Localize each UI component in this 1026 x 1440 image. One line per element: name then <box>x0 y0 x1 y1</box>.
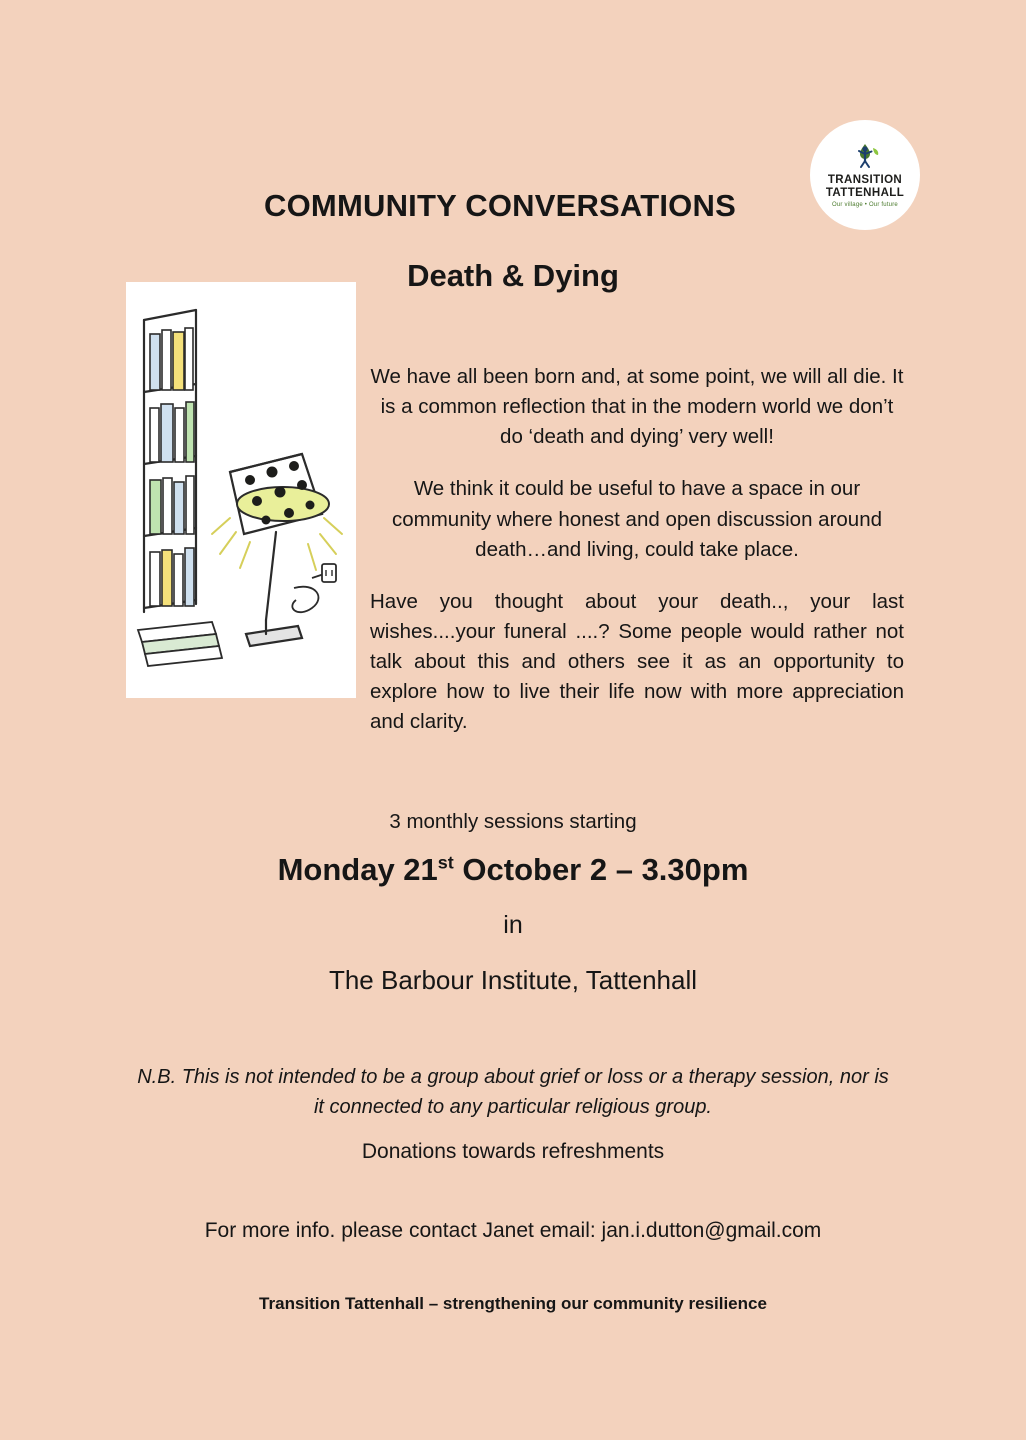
logo-name-line2: TATTENHALL <box>825 186 905 199</box>
logo-name-line1: TRANSITION <box>827 174 903 187</box>
contact-line: For more info. please contact Janet email: jan.i.dutton@gmail.com <box>204 1219 822 1242</box>
body-text <box>370 362 904 759</box>
in-word: in <box>503 911 523 939</box>
logo-tagline: Our village • Our future <box>832 201 898 208</box>
page-subtitle: Death & Dying <box>407 258 619 293</box>
lamp-illustration <box>126 282 356 698</box>
event-date <box>0 852 1026 888</box>
nb-note: N.B. This is not intended to be a group about grief or loss or a therapy session, nor is it connected to any particular religious group. <box>137 1066 889 1118</box>
person-leaf-mark-icon <box>848 142 882 172</box>
footer-strapline: Transition Tattenhall – strengthening our community resilience <box>259 1294 767 1313</box>
body-paragraph-1: We have all been born and, at some point, we will all die. It is a common reflection that in the modern world we don’t do ‘death and dying’ very well! <box>370 365 904 449</box>
event-venue: The Barbour Institute, Tattenhall <box>328 965 698 995</box>
page-title: COMMUNITY CONVERSATIONS <box>264 188 736 223</box>
body-paragraph-3: Have you thought about your death.., your last wishes....your funeral ....? Some people would rather not talk about this and others see it as an opportunity to explore how to live their life now with more appreciation and clarity. <box>370 589 904 734</box>
event-date-prefix: Monday 21 <box>277 852 438 887</box>
body-paragraph-2: We think it could be useful to have a space in our community where honest and open discussion around death…and living, could take place. <box>391 477 883 561</box>
event-date-suffix: October 2 – 3.30pm <box>453 852 749 887</box>
sessions-line: 3 monthly sessions starting <box>389 810 637 833</box>
event-date-ordinal: st <box>437 852 454 873</box>
donations-note: Donations towards refreshments <box>361 1140 665 1163</box>
